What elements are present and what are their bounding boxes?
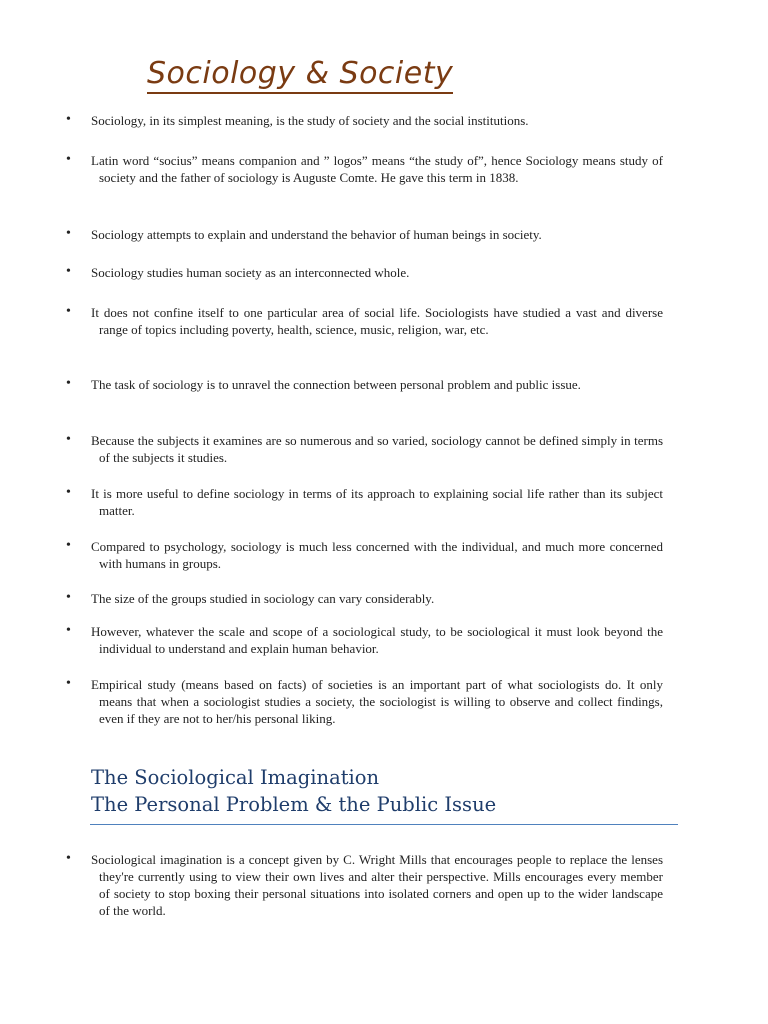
section-divider	[90, 824, 678, 825]
bullet-dot-icon: •	[66, 676, 71, 691]
bullet-item	[62, 538, 663, 572]
section-heading-line-1: The Sociological Imagination	[91, 766, 380, 789]
bullet-dot-icon: •	[66, 432, 71, 447]
bullet-item	[62, 152, 663, 186]
bullet-text	[91, 590, 663, 607]
bullet-item	[62, 304, 663, 338]
bullet-first-line: The size of the groups studied in sociology can vary considerably.	[91, 591, 435, 606]
bullet-dot-icon: •	[66, 485, 71, 500]
bullet-dot-icon: •	[66, 623, 71, 638]
bullet-first-line: Empirical study (means based on facts) of societies is an important part of what	[91, 677, 533, 692]
bullet-continuation: sociologists do. It only means that when a sociologist studies a society, the sociologist is willing to observe and collect findings, even if they are not to her/his personal liking.	[99, 677, 664, 726]
bullet-text	[91, 485, 663, 519]
bullet-dot-icon: •	[66, 226, 71, 241]
bullet-continuation: vast and diverse range of topics including poverty, health, science, music, religion, war, etc.	[99, 305, 663, 337]
bullet-item	[62, 376, 663, 393]
bullet-dot-icon: •	[66, 304, 71, 319]
bullet-item	[62, 485, 663, 519]
bullet-text	[91, 376, 663, 393]
bullet-continuation: rather than its subject matter.	[99, 486, 663, 518]
bullet-item	[62, 432, 663, 466]
bullet-item	[62, 590, 663, 607]
bullet-text	[91, 304, 663, 338]
bullet-first-line: The task of sociology is to unravel the connection between personal problem and public	[91, 377, 549, 392]
section-heading	[91, 764, 496, 818]
bullet-text	[91, 538, 663, 572]
bullet-continuation: issue.	[551, 377, 581, 392]
bullet-dot-icon: •	[66, 152, 71, 167]
bullet-item	[62, 851, 663, 919]
bullet-continuation: look beyond the individual to understand and explain human behavior.	[99, 624, 664, 656]
bullet-first-line: It does not confine itself to one particular area of social life. Sociologists have studied a	[91, 305, 572, 320]
bullet-item	[62, 226, 663, 243]
bullet-first-line: It is more useful to define sociology in terms of its approach to explaining social life	[91, 486, 545, 501]
bullet-item	[62, 112, 663, 129]
bullet-text	[91, 264, 663, 281]
bullet-dot-icon: •	[66, 538, 71, 553]
bullet-item	[62, 264, 663, 281]
bullet-first-line: Latin word “socius” means companion and ” logos” means “the study of”, hence	[91, 153, 522, 168]
bullet-text	[91, 432, 663, 466]
bullet-continuation: much more concerned with humans in groups.	[99, 539, 663, 571]
bullet-first-line: Sociology attempts to explain and understand the behavior of human beings in society.	[91, 227, 542, 242]
bullet-text	[91, 676, 663, 727]
bullet-continuation: defined simply in terms of the subjects it studies.	[99, 433, 664, 465]
bullet-first-line: Sociology studies human society as an interconnected whole.	[91, 265, 410, 280]
bullet-dot-icon: •	[66, 590, 71, 605]
bullet-continuation: Sociology means study of society and the father of sociology is Auguste Comte. He gave this term in 1838.	[99, 153, 664, 185]
section-heading-line-2: The Personal Problem & the Public Issue	[91, 793, 497, 816]
bullet-item	[62, 676, 663, 727]
bullet-dot-icon: •	[66, 112, 71, 127]
bullet-text	[91, 226, 663, 243]
page-title: Sociology & Society	[147, 56, 453, 94]
bullet-first-line: However, whatever the scale and scope of a sociological study, to be sociological it must	[91, 624, 572, 639]
bullet-first-line: Sociology, in its simplest meaning, is the study of society and the social institutions.	[91, 113, 529, 128]
bullet-text	[91, 112, 663, 129]
bullet-text	[91, 623, 663, 657]
bullet-text	[91, 851, 663, 919]
bullet-first-line: Compared to psychology, sociology is much less concerned with the individual, and	[91, 539, 541, 554]
bullet-item	[62, 623, 663, 657]
bullet-first-line: Sociological imagination is a concept given by C. Wright Mills that encourages people to	[91, 852, 566, 867]
bullet-dot-icon: •	[66, 851, 71, 866]
bullet-dot-icon: •	[66, 264, 71, 279]
bullet-first-line: Because the subjects it examines are so numerous and so varied, sociology cannot be	[91, 433, 536, 448]
bullet-dot-icon: •	[66, 376, 71, 391]
bullet-text	[91, 152, 663, 186]
bullet-continuation: replace the lenses they're currently using to view their own lives and alter their perspective. Mills encourages every member of society to stop boxing their personal situations into isolated corners and open up to the wider landscape of the world.	[99, 852, 664, 918]
